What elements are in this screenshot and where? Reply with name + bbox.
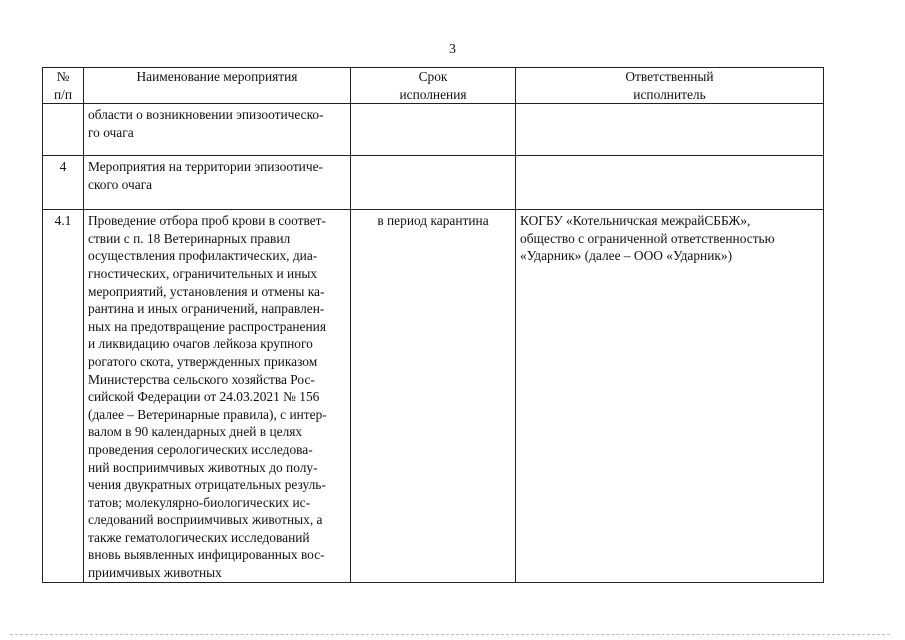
row-deadline	[351, 156, 516, 210]
header-name-text: Наименование мероприятия	[136, 69, 298, 84]
page-number: 3	[449, 42, 456, 57]
row-name: области о возникновении эпизоотическо- го очага	[84, 104, 351, 156]
table-row	[43, 156, 824, 210]
scan-artifact-line	[10, 634, 890, 636]
row-name: Мероприятия на территории эпизоотиче- ского очага	[84, 156, 351, 210]
header-num	[43, 68, 84, 104]
header-responsible	[516, 68, 824, 104]
table-row	[43, 210, 824, 582]
header-num-text: № п/п	[53, 69, 73, 102]
header-deadline-text: Срок исполнения	[399, 69, 467, 102]
header-name	[84, 68, 351, 104]
row-num: 4	[43, 156, 84, 210]
row-responsible: КОГБУ «Котельничская межрайСББЖ», общество с ограниченной ответственностью «Ударник» (далее – ООО «Ударник»)	[516, 210, 824, 582]
row-deadline	[351, 104, 516, 156]
measures-table	[42, 67, 824, 583]
row-deadline: в период карантина	[351, 210, 516, 582]
table-header-row	[43, 68, 824, 104]
row-responsible	[516, 104, 824, 156]
header-responsible-text: Ответственный исполнитель	[625, 69, 714, 102]
row-name: Проведение отбора проб крови в соответ- ствии с п. 18 Ветеринарных правил осуществления профилактических, диа- гностических, ограничительных и иных мероприятий, установления и отмены ка- рантина и иных ограничений, направлен- ных на предотвращение распространения и ликвидацию очагов лейкоза крупного рогатого скота, утвержденных приказом Министерства сельского хозяйства Рос- сийской Федерации от 24.03.2021 № 156 (далее – Ветеринарные правила), с интер- валом в 90 календарных дней в целях проведения серологических исследова- ний восприимчивых животных до полу- чения двукратных отрицательных резуль- татов; молекулярно-биологических ис- следований восприимчивых животных, а также гематологических исследований вновь выявленных инфицированных вос- приимчивых животных	[84, 210, 351, 582]
header-deadline	[351, 68, 516, 104]
table-row	[43, 104, 824, 156]
row-num	[43, 104, 84, 156]
row-num: 4.1	[43, 210, 84, 582]
row-responsible	[516, 156, 824, 210]
